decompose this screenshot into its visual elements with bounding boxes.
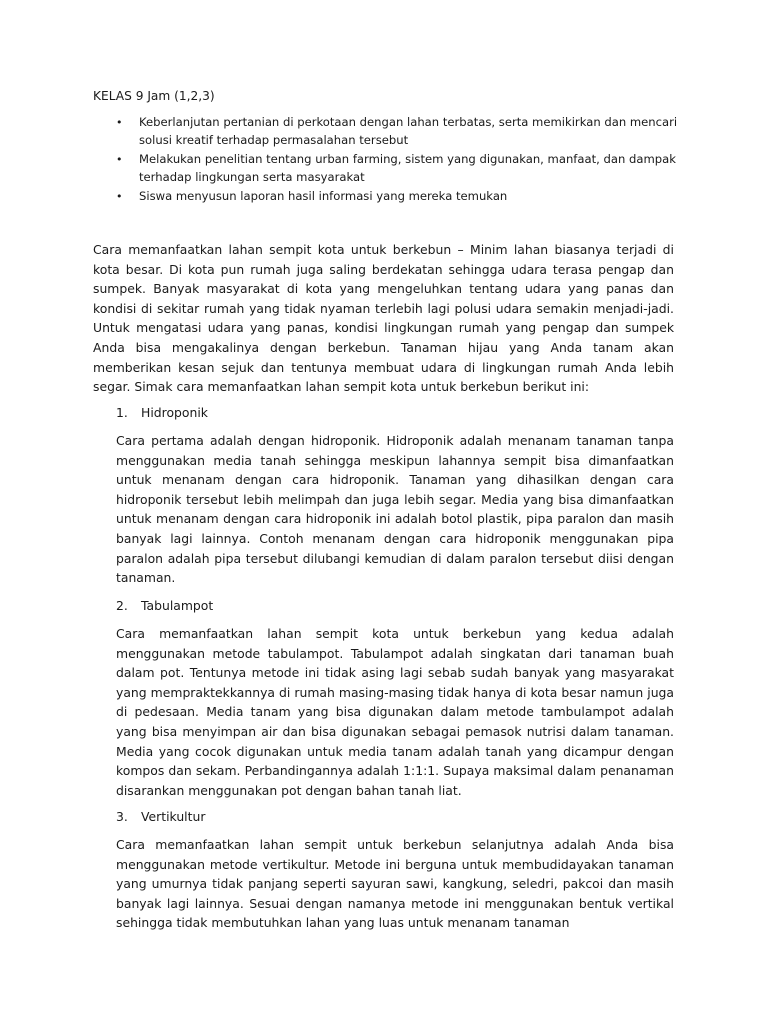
bullet-icon: • xyxy=(116,153,123,166)
section-body-hidroponik: Cara pertama adalah dengan hidroponik. Hidroponik adalah menanam tanaman tanpa menggunakan media tanah sehingga meskipun lahannya sempit bisa dimanfaatkan untuk menanam dengan cara hidroponik. Tanaman yang dihasilkan dengan cara hidroponik tersebut lebih melimpah dan juga lebih segar. Media yang bisa dimanfaatkan untuk menanam dengan cara hidroponik ini adalah botol plastik, pipa paralon dan masih banyak lagi lainnya. Contoh menanam dengan cara hidroponik menggunakan pipa paralon adalah pipa tersebut dilubangi kemudian di dalam paralon tersebut diisi dengan tanaman. xyxy=(116,433,674,586)
bullet-icon: • xyxy=(116,190,123,203)
list-item xyxy=(118,188,678,206)
list-item-text: Keberlanjutan pertanian di perkotaan dengan lahan terbatas, serta memikirkan dan mencari solusi kreatif terhadap permasalahan tersebut xyxy=(139,115,678,147)
bullet-icon: • xyxy=(116,116,123,129)
section-title: Tabulampot xyxy=(141,598,214,613)
section-body-vertikultur: Cara memanfaatkan lahan sempit untuk berkebun selanjutnya adalah Anda bisa menggunakan metode vertikultur. Metode ini berguna untuk membudidayakan tanaman yang umurnya tidak panjang seperti sayuran sawi, kangkung, seledri, pakcoi dan masih banyak lagi lainnya. Sesuai dengan namanya metode ini menggunakan bentuk vertikal sehingga tidak membutuhkan lahan yang luas untuk menanam tanaman xyxy=(116,837,674,931)
section-number: 2. xyxy=(116,598,128,613)
section-title: Vertikultur xyxy=(141,809,206,824)
intro-paragraph: Cara memanfaatkan lahan sempit kota untuk berkebun – Minim lahan biasanya terjadi di kota besar. Di kota pun rumah juga saling berdekatan sehingga udara terasa pengap dan sumpek. Banyak masyarakat di kota yang mengeluhkan tentang udara yang panas dan kondisi di sekitar rumah yang tidak nyaman terlebih lagi polusi udara semakin menjadi-jadi. Untuk mengatasi udara yang panas, kondisi lingkungan rumah yang pengap dan sumpek Anda bisa mengakalinya dengan berkebun. Tanaman hijau yang Anda tanam akan memberikan kesan sejuk dan tentunya membuat udara di lingkungan rumah Anda lebih segar. Simak cara memanfaatkan lahan sempit kota untuk berkebun berikut ini: xyxy=(93,242,674,395)
section-heading-vertikultur xyxy=(116,807,205,826)
list-item xyxy=(118,151,678,186)
class-header: KELAS 9 Jam (1,2,3) xyxy=(93,89,215,103)
section-title: Hidroponik xyxy=(141,405,208,420)
objectives-list xyxy=(118,114,678,208)
list-item-text: Melakukan penelitian tentang urban farming, sistem yang digunakan, manfaat, dan dampak terhadap lingkungan serta masyarakat xyxy=(139,152,676,184)
list-item-text: Siswa menyusun laporan hasil informasi yang mereka temukan xyxy=(139,189,508,203)
section-heading-tabulampot xyxy=(116,596,213,615)
list-item xyxy=(118,114,678,149)
section-body-tabulampot: Cara memanfaatkan lahan sempit kota untuk berkebun yang kedua adalah menggunakan metode tabulampot. Tabulampot adalah singkatan dari tanaman buah dalam pot. Tentunya metode ini tidak asing lagi sebab sudah banyak yang masyarakat yang mempraktekkannya di rumah masing-masing tidak hanya di kota besar namun juga di pedesaan. Media tanam yang bisa digunakan dalam metode tambulampot adalah yang bisa menyimpan air dan bisa digunakan sebagai pemasok nutrisi dalam tanaman. Media yang cocok digunakan untuk media tanam adalah tanah yang dicampur dengan kompos dan sekam. Perbandingannya adalah 1:1:1. Supaya maksimal dalam penanaman disarankan menggunakan pot dengan bahan tanah liat. xyxy=(116,626,674,798)
section-heading-hidroponik xyxy=(116,403,208,422)
section-number: 1. xyxy=(116,405,128,420)
section-number: 3. xyxy=(116,809,128,824)
